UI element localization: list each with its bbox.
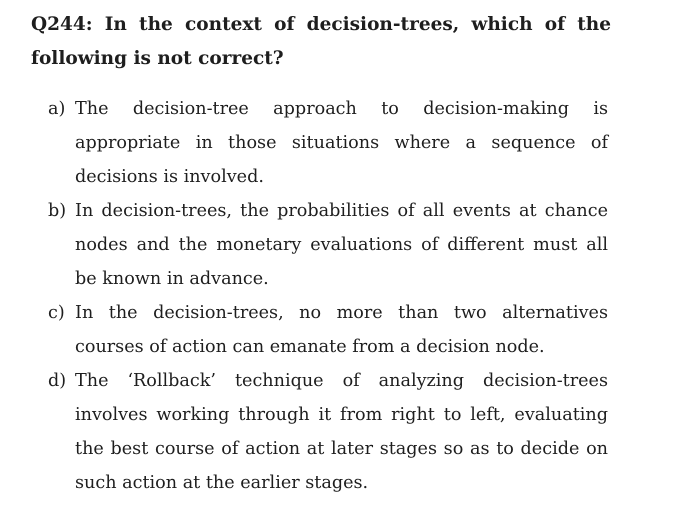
- option-text: The ‘Rollback’ technique of analyzing decision-trees involves working through it from right to left, evaluating the best course of action at later stages so as to decide on such action at the earlier stages.: [75, 371, 608, 493]
- option-d: [48, 364, 608, 500]
- option-text: The decision-tree approach to decision-making is appropriate in those situations where a sequence of decisions is involved.: [75, 99, 608, 187]
- option-b: [48, 194, 608, 296]
- question-text: Q244: In the context of decision-trees, which of the following is not correct?: [31, 14, 611, 69]
- option-letter: d): [48, 371, 67, 391]
- answer-options: [48, 92, 608, 500]
- option-text: In decision-trees, the probabilities of all events at chance nodes and the monetary evaluations of different must all be known in advance.: [75, 201, 608, 289]
- option-letter: a): [48, 99, 66, 119]
- option-c: [48, 296, 608, 364]
- option-a: [48, 92, 608, 194]
- option-letter: b): [48, 201, 67, 221]
- option-letter: c): [48, 303, 65, 323]
- option-text: In the decision-trees, no more than two alternatives courses of action can emanate from a decision node.: [75, 303, 608, 357]
